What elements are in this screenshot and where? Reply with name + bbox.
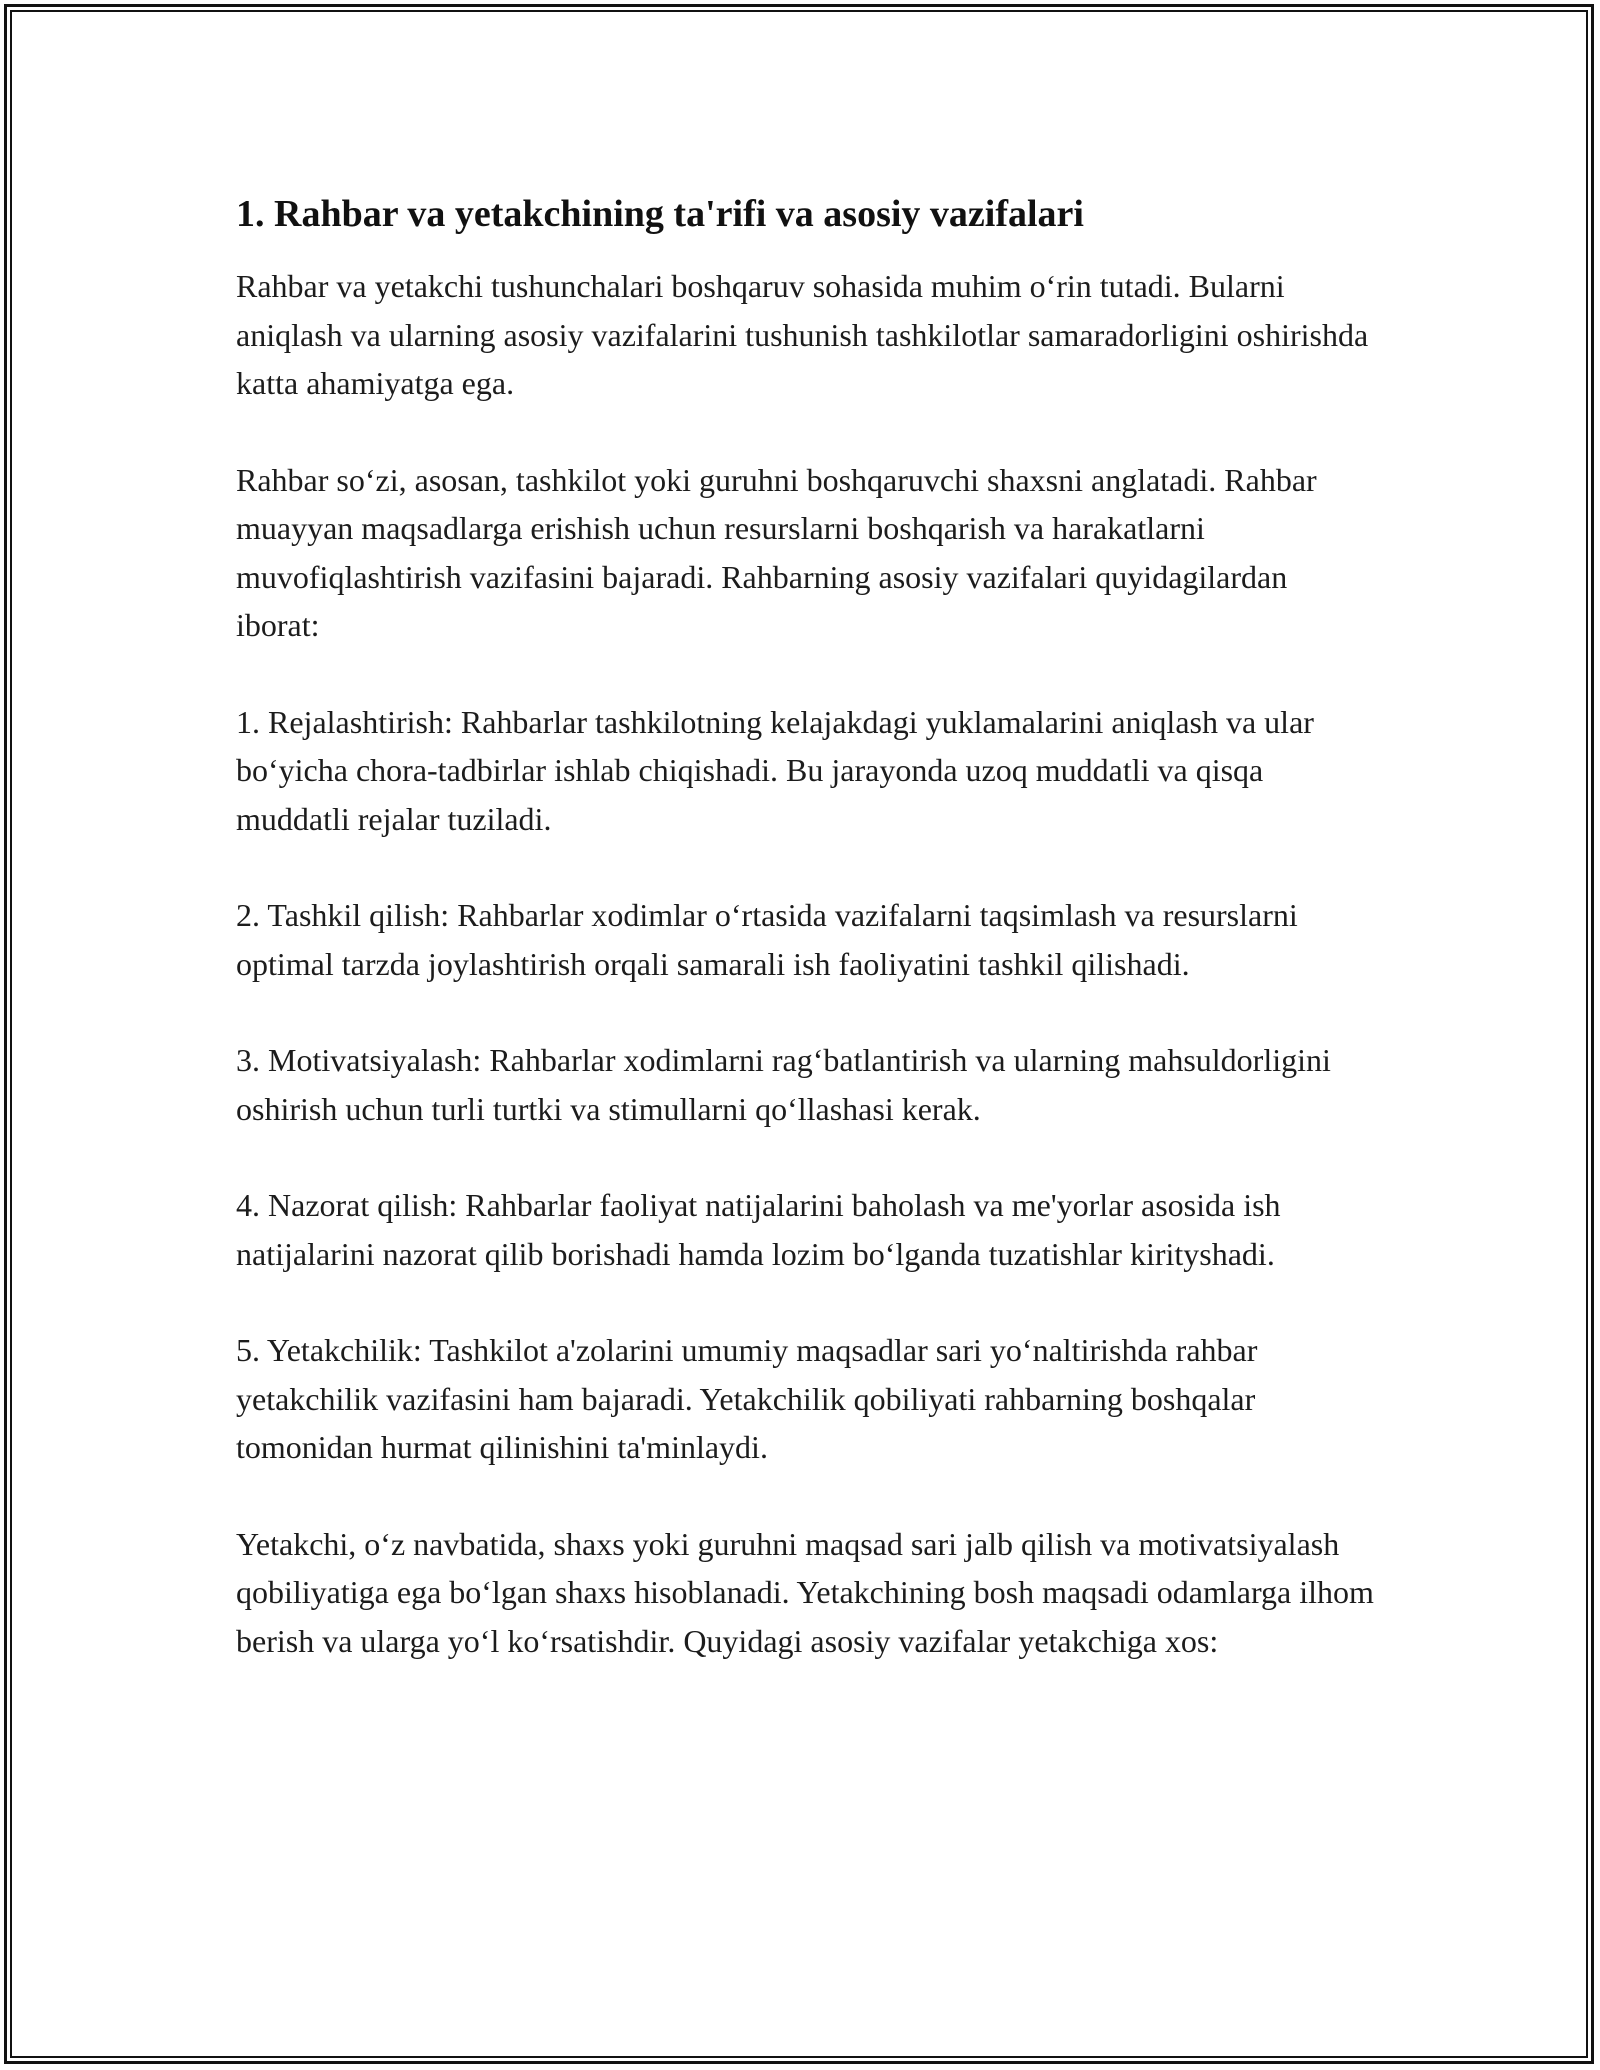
list-item-tashkil-qilish: 2. Tashkil qilish: Rahbarlar xodimlar o‘rtasida vazifalarni taqsimlash va resurslarni optimal tarzda joylashtirish orqali samarali ish faoliyatini tashkil qilishadi.	[236, 897, 1298, 982]
list-item-motivatsiyalash: 3. Motivatsiyalash: Rahbarlar xodimlarni rag‘batlantirish va ularning mahsuldorligini oshirish uchun turli turtki va stimullarni qo‘llashasi kerak.	[236, 1042, 1331, 1127]
list-item-nazorat-qilish: 4. Nazorat qilish: Rahbarlar faoliyat natijalarini baholash va me'yorlar asosida ish natijalarini nazorat qilib borishadi hamda lozim bo‘lganda tuzatishlar kirityshadi.	[236, 1187, 1281, 1272]
list-item-rejalashtirish: 1. Rejalashtirish: Rahbarlar tashkilotning kelajakdagi yuklamalarini aniqlash va ular bo‘yicha chora-tadbirlar ishlab chiqishadi. Bu jarayonda uzoq muddatli va qisqa muddatli rejalar tuziladi.	[236, 703, 1314, 837]
paragraph-rahbar-definition: Rahbar so‘zi, asosan, tashkilot yoki guruhni boshqaruvchi shaxsni anglatadi. Rahbar muayyan maqsadlarga erishish uchun resurslarni boshqarish va harakatlarni muvofiqlashtirish vazifasini bajaradi. Rahbarning asosiy vazifalari quyidagilardan iborat:	[236, 461, 1317, 643]
section-heading: 1. Rahbar va yetakchining ta'rifi va asosiy vazifalari	[236, 193, 1084, 235]
paragraph-yetakchi-definition: Yetakchi, o‘z navbatida, shaxs yoki guruhni maqsad sari jalb qilish va motivatsiyalash qobiliyatiga ega bo‘lgan shaxs hisoblanadi. Yetakchining bosh maqsadi odamlarga ilhom berish va ularga yo‘l ko‘rsatishdir. Quyidagi asosiy vazifalar yetakchiga xos:	[236, 1525, 1374, 1659]
document-body	[236, 188, 1376, 1713]
paragraph-intro: Rahbar va yetakchi tushunchalari boshqaruv sohasida muhim o‘rin tutadi. Bularni aniqlash va ularning asosiy vazifalarini tushunish tashkilotlar samaradorligini oshirishda katta ahamiyatga ega.	[236, 268, 1369, 401]
list-item-yetakchilik: 5. Yetakchilik: Tashkilot a'zolarini umumiy maqsadlar sari yo‘naltirishda rahbar yetakchilik vazifasini ham bajaradi. Yetakchilik qobiliyati rahbarning boshqalar tomonidan hurmat qilinishini ta'minlaydi.	[236, 1332, 1258, 1465]
